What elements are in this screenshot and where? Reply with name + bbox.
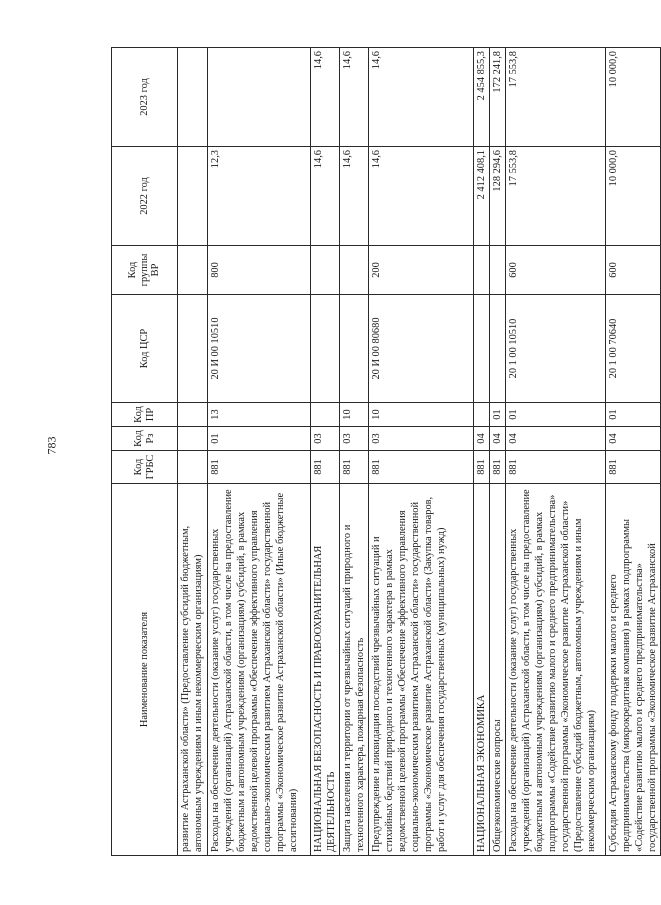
cell-2023: 14,6 [340, 48, 369, 147]
cell-2023: 172 241,8 [490, 48, 506, 147]
cell-2023: 2 454 855,3 [474, 48, 490, 147]
cell-vr [490, 246, 506, 295]
cell-vr [178, 246, 208, 295]
cell-pr: 01 [606, 403, 661, 427]
cell-pr: 10 [340, 403, 369, 427]
cell-2022: 14,6 [369, 147, 474, 246]
cell-csr: 20 И 00 80680 [369, 295, 474, 403]
cell-name: Защита населения и территории от чрезвычайных ситуаций природного и техногенного характера, пожарная безопасность [340, 484, 369, 856]
cell-grbs: 881 [606, 451, 661, 484]
cell-pr: 01 [506, 403, 606, 427]
page-number: 783 [44, 436, 59, 455]
cell-rz: 03 [311, 427, 340, 451]
cell-pr: 01 [490, 403, 506, 427]
cell-csr: 20 1 00 70640 [606, 295, 661, 403]
cell-rz: 01 [208, 427, 311, 451]
cell-pr [474, 403, 490, 427]
budget-table [111, 47, 661, 856]
header-rz: Код Рз [112, 427, 178, 451]
cell-grbs: 881 [340, 451, 369, 484]
cell-2022: 10 000,0 [606, 147, 661, 246]
table-row [369, 48, 474, 856]
header-pr: Код ПР [112, 403, 178, 427]
table-row [506, 48, 606, 856]
cell-2022: 128 294,6 [490, 147, 506, 246]
header-vr: Код группы ВР [112, 246, 178, 295]
cell-2022: 17 553,8 [506, 147, 606, 246]
cell-2022: 12,3 [208, 147, 311, 246]
cell-name: Предупреждение и ликвидация последствий чрезвычайных ситуаций и стихийных бедствий природного и техногенного характера в рамках ведомственной целевой программы «Обеспечение эффективного управления социально-экономическим развитием Астраханской области» государственной программы «Экономическое развитие Астраханской области» (Закупка товаров, работ и услуг для обеспечения государственных (муниципальных) нужд) [369, 484, 474, 856]
cell-name: Расходы на обеспечение деятельности (оказание услуг) государственных учреждений (организаций) Астраханской области, в том числе на предоставление бюджетным и автономным учреждениям (организациям) субсидий, в рамках ведомственной целевой программы «Обеспечение эффективного управления социально-экономическим развитием Астраханской области» государственной программы «Экономическое развитие Астраханской области» (Иные бюджетные ассигнования) [208, 484, 311, 856]
cell-rz: 04 [490, 427, 506, 451]
table-rotator [111, 48, 658, 856]
cell-rz [178, 427, 208, 451]
cell-name: НАЦИОНАЛЬНАЯ БЕЗОПАСНОСТЬ И ПРАВООХРАНИТЕЛЬНАЯ ДЕЯТЕЛЬНОСТЬ [311, 484, 340, 856]
cell-vr: 600 [506, 246, 606, 295]
cell-vr [340, 246, 369, 295]
cell-pr: 13 [208, 403, 311, 427]
cell-vr [474, 246, 490, 295]
table-row [340, 48, 369, 856]
cell-2022: 14,6 [311, 147, 340, 246]
cell-2023: 14,6 [369, 48, 474, 147]
header-csr: Код ЦСР [112, 295, 178, 403]
cell-csr: 20 1 00 10510 [506, 295, 606, 403]
cell-rz: 03 [340, 427, 369, 451]
cell-csr [490, 295, 506, 403]
cell-2023: 17 553,8 [506, 48, 606, 147]
cell-2022: 2 412 408,1 [474, 147, 490, 246]
header-2022: 2022 год [112, 147, 178, 246]
cell-rz: 04 [506, 427, 606, 451]
cell-vr: 800 [208, 246, 311, 295]
cell-name: НАЦИОНАЛЬНАЯ ЭКОНОМИКА [474, 484, 490, 856]
cell-grbs [178, 451, 208, 484]
cell-rz: 04 [606, 427, 661, 451]
cell-pr: 10 [369, 403, 474, 427]
cell-csr [474, 295, 490, 403]
cell-name: Расходы на обеспечение деятельности (оказание услуг) государственных учреждений (организаций) Астраханской области, в том числе на предоставление бюджетным и автономным учреждениям (организациям) субсидий, в рамках подпрограммы «Содействие развитию малого и среднего предпринимательства» государственной программы «Экономическое развитие Астраханской области» (Предоставление субсидий бюджетным, автономным учреждениям и иным некоммерческим организациям) [506, 484, 606, 856]
cell-vr: 600 [606, 246, 661, 295]
table-row [311, 48, 340, 856]
table-row [208, 48, 311, 856]
table-row [490, 48, 506, 856]
cell-2022 [178, 147, 208, 246]
cell-rz: 04 [474, 427, 490, 451]
table-wrapper [111, 48, 658, 856]
cell-grbs: 881 [490, 451, 506, 484]
cell-csr [340, 295, 369, 403]
cell-name: Общеэкономические вопросы [490, 484, 506, 856]
table-header-row [112, 48, 178, 856]
cell-grbs: 881 [208, 451, 311, 484]
cell-name: развитие Астраханской области» (Предоставление субсидий бюджетным, автономным учреждениям и иным некоммерческим организациям) [178, 484, 208, 856]
cell-2023: 10 000,0 [606, 48, 661, 147]
header-name: Наименование показателя [112, 484, 178, 856]
cell-name: Субсидия Астраханскому фонду поддержки малого и среднего предпринимательства (микрокредитная компания) в рамках подпрограммы «Содействие развитию малого и среднего предпринимательства» государственной программы «Экономическое развитие Астраханской [606, 484, 661, 856]
cell-2023: 14,6 [311, 48, 340, 147]
cell-grbs: 881 [474, 451, 490, 484]
cell-2022: 14,6 [340, 147, 369, 246]
table-row [178, 48, 208, 856]
cell-csr [311, 295, 340, 403]
cell-pr [311, 403, 340, 427]
cell-vr [311, 246, 340, 295]
cell-2023 [208, 48, 311, 147]
header-2023: 2023 год [112, 48, 178, 147]
cell-pr [178, 403, 208, 427]
cell-grbs: 881 [369, 451, 474, 484]
header-grbs: Код ГРБС [112, 451, 178, 484]
table-row [474, 48, 490, 856]
table-row [606, 48, 661, 856]
cell-csr [178, 295, 208, 403]
cell-rz: 03 [369, 427, 474, 451]
cell-grbs: 881 [311, 451, 340, 484]
cell-csr: 20 И 00 10510 [208, 295, 311, 403]
cell-vr: 200 [369, 246, 474, 295]
cell-grbs: 881 [506, 451, 606, 484]
cell-2023 [178, 48, 208, 147]
